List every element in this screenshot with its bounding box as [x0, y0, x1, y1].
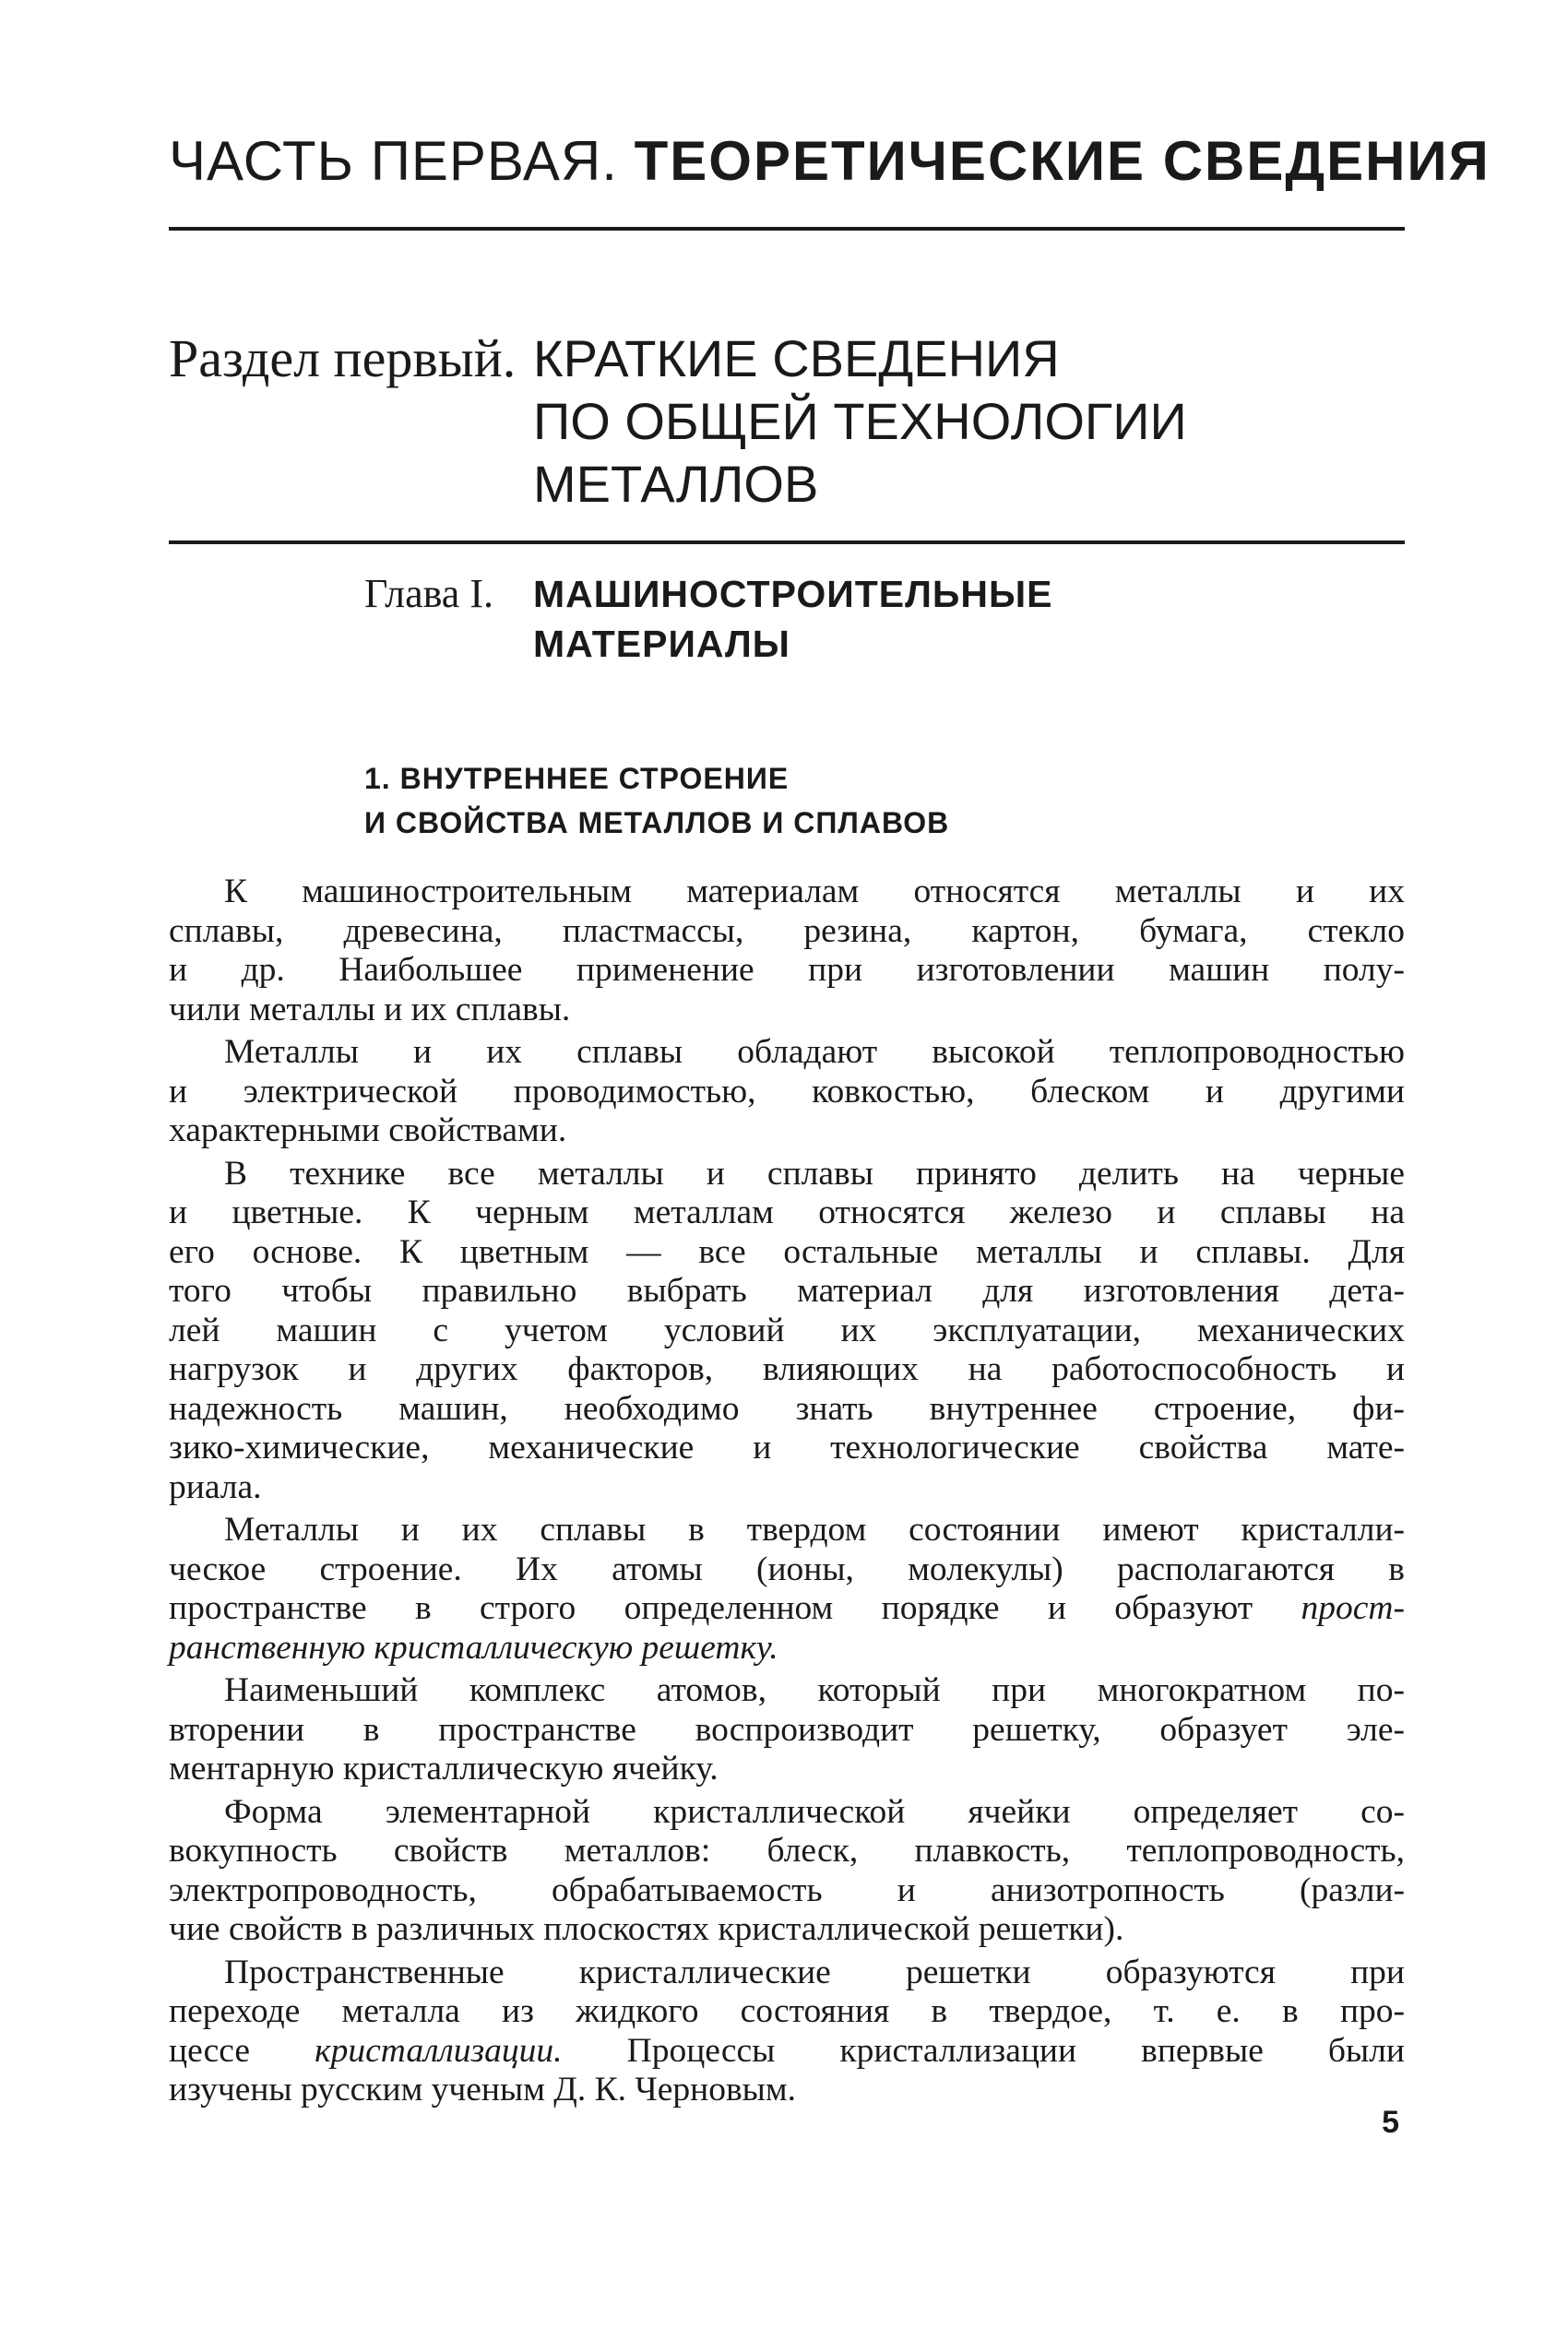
part-heading: [169, 129, 1491, 194]
section-title-line: КРАТКИЕ СВЕДЕНИЯ: [533, 329, 1060, 387]
text-line: ческое строение. Их атомы (ионы, молекулы) располагаются в: [169, 1550, 1405, 1588]
text-line: Наименьший комплекс атомов, который при многократном по-: [224, 1671, 1405, 1709]
chapter-prefix: Глава I.: [364, 571, 493, 616]
text-line: нагрузок и других факторов, влияющих на работоспособность и: [169, 1350, 1405, 1388]
text-line: Пространственные кристаллические решетки образуются при: [224, 1953, 1405, 1991]
text-line: Металлы и их сплавы в твердом состоянии имеют кристалли-: [224, 1511, 1405, 1549]
subsection-title-line: 1. ВНУТРЕННЕЕ СТРОЕНИЕ: [364, 762, 790, 795]
paragraph: [169, 1155, 1405, 1508]
text-line: зико-химические, механические и технологические свойства мате-: [169, 1429, 1405, 1467]
paragraph: [169, 1954, 1405, 2110]
text-line: и др. Наибольшее применение при изготовлении машин полу-: [169, 951, 1405, 989]
text-line: надежность машин, необходимо знать внутреннее строение, фи-: [169, 1389, 1405, 1428]
paragraph: [169, 1033, 1405, 1151]
text-line: и электрической проводимостью, ковкостью, блеском и другими: [169, 1072, 1405, 1111]
text-line: лей машин с учетом условий их эксплуатации, механических: [169, 1311, 1405, 1349]
chapter-title: [533, 569, 1363, 669]
text-fragment: Процессы кристаллизации впервые были: [562, 2031, 1405, 2070]
chapter-title-line: МАШИНОСТРОИТЕЛЬНЫЕ: [533, 573, 1053, 615]
chapter-title-line: МАТЕРИАЛЫ: [533, 623, 790, 665]
paragraph: [169, 1793, 1405, 1950]
section-title: [533, 327, 1363, 516]
divider-rule: [169, 540, 1405, 544]
section-prefix: Раздел первый.: [169, 328, 517, 388]
text-line: того чтобы правильно выбрать материал для изготовления дета-: [169, 1272, 1405, 1310]
text-line: вокупность свойств металлов: блеск, плавкость, теплопроводность,: [169, 1832, 1405, 1870]
body-text: [169, 873, 1405, 2114]
italic-term: кристаллизации.: [315, 2031, 563, 2070]
part-title: ТЕОРЕТИЧЕСКИЕ СВЕДЕНИЯ: [634, 130, 1491, 192]
text-line: электропроводность, обрабатываемость и анизотропность (разли-: [169, 1871, 1405, 1909]
text-fragment: цессе: [169, 2031, 315, 2070]
italic-term: ранственную кристаллическую решетку.: [169, 1628, 778, 1667]
text-line: переходе металла из жидкого состояния в твердое, т. е. в про-: [169, 1992, 1405, 2030]
text-line: характерными свойствами.: [169, 1111, 567, 1149]
subsection-heading: [364, 756, 1287, 845]
text-line: его основе. К цветным — все остальные металлы и сплавы. Для: [169, 1232, 1405, 1271]
text-line: Форма элементарной кристаллической ячейки определяет со-: [224, 1792, 1405, 1831]
text-line: К машиностроительным материалам относятся металлы и их: [224, 873, 1405, 910]
paragraph: [169, 1511, 1405, 1668]
text-line: Металлы и их сплавы обладают высокой теплопроводностью: [224, 1033, 1405, 1071]
section-title-line: МЕТАЛЛОВ: [533, 455, 819, 513]
text-line: изучены русским ученым Д. К. Черновым.: [169, 2071, 796, 2108]
text-line: вторении в пространстве воспроизводит решетку, образует эле-: [169, 1710, 1405, 1749]
text-line: [169, 2032, 1405, 2072]
text-line: и цветные. К черным металлам относятся железо и сплавы на: [169, 1194, 1405, 1231]
text-fragment: пространстве в строго определенном порядке и образуют: [169, 1589, 1301, 1627]
text-line: чили металлы и их сплавы.: [169, 990, 571, 1028]
text-line: [169, 1589, 1405, 1629]
page-number: 5: [1382, 2105, 1399, 2140]
paragraph: [169, 1671, 1405, 1789]
text-line: ментарную кристаллическую ячейку.: [169, 1750, 719, 1788]
text-line: В технике все металлы и сплавы принято делить на черные: [224, 1154, 1405, 1193]
paragraph: [169, 873, 1405, 1029]
divider-rule: [169, 227, 1405, 231]
italic-term: прост-: [1301, 1589, 1405, 1627]
text-line: риала.: [169, 1467, 262, 1506]
text-line: сплавы, древесина, пластмассы, резина, картон, бумага, стекло: [169, 911, 1405, 950]
text-line: чие свойств в различных плоскостях кристаллической решетки).: [169, 1910, 1124, 1948]
subsection-title-line: И СВОЙСТВА МЕТАЛЛОВ И СПЛАВОВ: [364, 806, 950, 839]
part-prefix: ЧАСТЬ ПЕРВАЯ.: [169, 130, 618, 192]
section-title-line: ПО ОБЩЕЙ ТЕХНОЛОГИИ: [533, 392, 1187, 450]
